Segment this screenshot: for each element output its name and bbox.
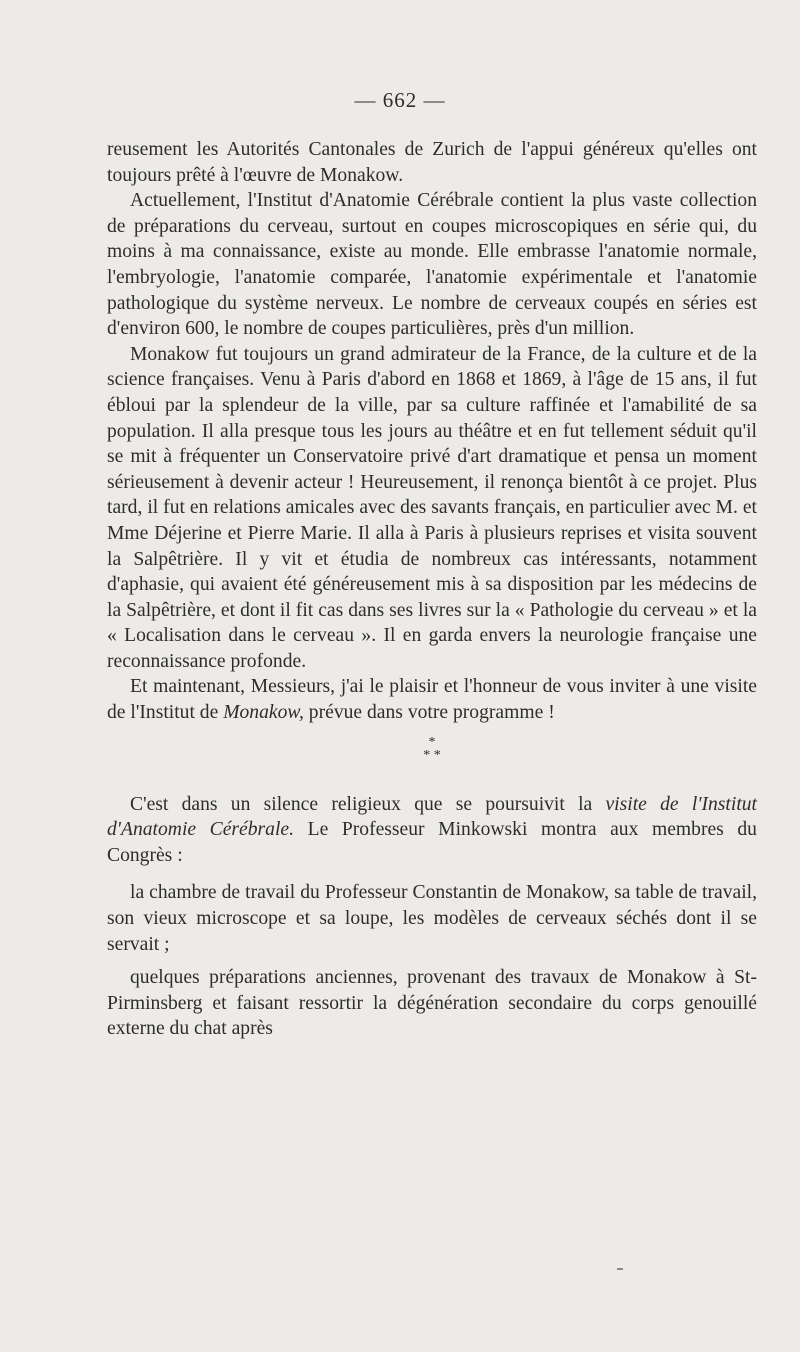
paragraph-monakow-france: Monakow fut toujours un grand admirateur de la France, de la culture et de la science françaises. Venu à Paris d'abord en 1868 et 1869, à l'âge de 15 ans, il fut ébloui par la splendeur de la ville, par sa culture raffinée et l'amabilité de sa population. Il alla presque tous les jours au théâtre et en fut tellement séduit qu'il se mit à fréquenter un Conservatoire privé d'art dramatique et pensa un moment sérieusement à devenir acteur ! Heureusement, il renonça bientôt à ce projet. Plus tard, il fut en relations amicales avec des savants français, en particulier avec M. et Mme Déjerine et Pierre Marie. Il alla à Paris à plusieurs reprises et visita souvent la Salpêtrière. Il y vit et étudia de nombreux cas intéressants, notamment d'aphasie, qui avaient été généreusement mis à sa disposition par les médecins de la Salpêtrière, et dont il fit cas dans ses livres sur la « Pathologie du cerveau » et la « Localisation dans le cerveau ». Il en garda envers la neurologie française une reconnaissance profonde. xyxy=(107,343,757,672)
asterism-bottom: * * xyxy=(423,747,441,763)
page-speck xyxy=(617,1268,623,1270)
invitation-text-start: Et maintenant, Messieurs, j'ai le plaisir et l'honneur de vous inviter à une visite de l'Institut de xyxy=(107,676,757,724)
paragraph-gap xyxy=(107,957,757,965)
page-number: — 662 — xyxy=(354,88,446,112)
visit-text-start: C'est dans un silence religieux que se poursuivit la xyxy=(130,793,606,815)
paragraph-gap xyxy=(107,868,757,880)
paragraph-institut-collection: Actuellement, l'Institut d'Anatomie Cérébrale contient la plus vaste collection de préparations du cerveau, surtout en coupes microscopiques en série qui, du moins à ma connaissance, existe au monde. Elle embrasse l'anatomie normale, l'embryologie, l'anatomie comparée, l'anatomie expérimentale et l'anatomie pathologique du système nerveux. Le nombre de cerveaux coupés en séries est d'environ 600, le nombre de coupes particulières, près d'un million. xyxy=(107,190,757,340)
section-asterism xyxy=(107,736,757,762)
paragraph-visit xyxy=(107,792,757,869)
invitation-italic-name: Monakow, xyxy=(223,702,304,724)
paragraph-preparations: quelques préparations anciennes, provenant des travaux de Monakow à St-Pirminsberg et faisant ressortir la dégénération secondaire du corps genouillé externe du chat après xyxy=(107,967,757,1040)
paragraph-invitation xyxy=(107,674,757,725)
invitation-text-end: prévue dans votre programme ! xyxy=(303,702,555,724)
paragraph-continuation: reusement les Autorités Cantonales de Zurich de l'appui généreux qu'elles ont toujours prêté à l'œuvre de Monakow. xyxy=(107,139,757,186)
asterism-top: * xyxy=(428,734,436,750)
paragraph-workroom: la chambre de travail du Professeur Constantin de Monakow, sa table de travail, son vieux microscope et sa loupe, les modèles de cerveaux séchés dont il se servait ; xyxy=(107,882,757,955)
body-text xyxy=(107,137,757,1042)
visit-text-end: Le Professeur Minkowski montra aux membres du Congrès : xyxy=(107,819,757,866)
visit-italic-title: visite de l'Institut d'Anatomie Cérébrale. xyxy=(107,793,758,841)
